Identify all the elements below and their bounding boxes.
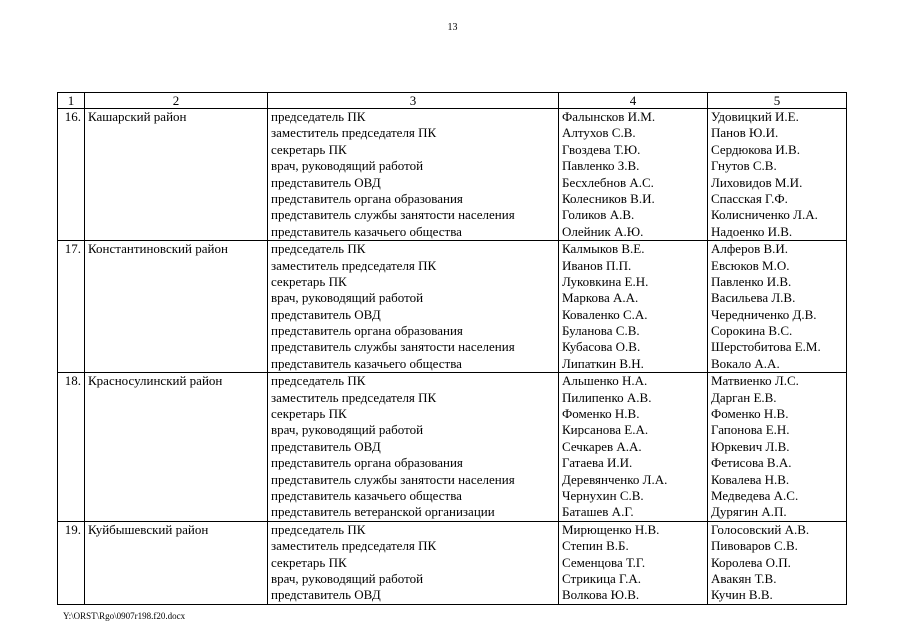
reserve-member-name: Медведева А.С. xyxy=(711,487,799,503)
reserve-member-name: Фоменко Н.В. xyxy=(711,406,789,422)
reserve-member-name: Королева О.П. xyxy=(711,554,791,570)
commission-role: представитель службы занятости населения xyxy=(271,207,515,223)
roles-cell xyxy=(268,521,559,604)
member-name: Сечкарев А.А. xyxy=(562,438,642,454)
member-name: Гатаева И.И. xyxy=(562,455,633,471)
member-name: Семенцова Т.Г. xyxy=(562,554,646,570)
district-row xyxy=(58,241,847,373)
row-number: 18. xyxy=(58,373,85,522)
reserve-member-name: Павленко И.В. xyxy=(711,273,792,289)
commission-role: председатель ПК xyxy=(271,241,366,257)
commission-role: заместитель председателя ПК xyxy=(271,538,437,554)
district-name: Константиновский район xyxy=(85,241,268,373)
reserve-member-name: Сердюкова И.В. xyxy=(711,141,800,157)
reserve-member-name: Матвиенко Л.С. xyxy=(711,373,799,389)
commission-role: заместитель председателя ПК xyxy=(271,125,437,141)
member-name: Чернухин С.В. xyxy=(562,487,644,503)
commission-role: представитель казачьего общества xyxy=(271,223,462,239)
document-file-path: Y:\ORST\Rgo\0907r198.f20.docx xyxy=(63,611,186,621)
reserve-member-name: Сорокина В.С. xyxy=(711,323,793,339)
member-name: Кирсанова Е.А. xyxy=(562,422,649,438)
member-name: Баташев А.Г. xyxy=(562,504,634,520)
commission-role: представитель казачьего общества xyxy=(271,355,462,371)
roles-cell xyxy=(268,373,559,522)
members-cell xyxy=(559,241,708,373)
member-name: Альшенко Н.А. xyxy=(562,373,648,389)
commission-roster-table xyxy=(57,92,847,605)
column-header: 4 xyxy=(559,93,708,109)
reserve-member-name: Гапонова Е.Н. xyxy=(711,422,790,438)
commission-role: представитель службы занятости населения xyxy=(271,339,515,355)
column-header: 5 xyxy=(708,93,847,109)
roles-cell xyxy=(268,109,559,241)
reserve-member-name: Шерстобитова Е.М. xyxy=(711,339,821,355)
commission-role: заместитель председателя ПК xyxy=(271,389,437,405)
member-name: Голиков А.В. xyxy=(562,207,635,223)
member-name: Павленко З.В. xyxy=(562,158,640,174)
commission-role: секретарь ПК xyxy=(271,406,347,422)
member-name: Бесхлебнов А.С. xyxy=(562,174,654,190)
commission-role: секретарь ПК xyxy=(271,273,347,289)
roles-cell xyxy=(268,241,559,373)
commission-role: врач, руководящий работой xyxy=(271,290,424,306)
reserve-member-name: Колисниченко Л.А. xyxy=(711,207,818,223)
column-header: 2 xyxy=(85,93,268,109)
members-cell xyxy=(559,521,708,604)
member-name: Алтухов С.В. xyxy=(562,125,636,141)
member-name: Коваленко С.А. xyxy=(562,306,648,322)
reserve-member-name: Дурягин А.П. xyxy=(711,504,787,520)
member-name: Липаткин В.Н. xyxy=(562,355,644,371)
member-name: Гвоздева Т.Ю. xyxy=(562,141,641,157)
member-name: Мирющенко Н.В. xyxy=(562,521,660,537)
commission-role: представитель ОВД xyxy=(271,174,381,190)
reserve-member-name: Спасская Г.Ф. xyxy=(711,190,788,206)
column-number-row xyxy=(58,93,847,109)
page-number: 13 xyxy=(447,22,458,33)
member-name: Колесников В.И. xyxy=(562,190,655,206)
members-cell xyxy=(559,109,708,241)
member-name: Фоменко Н.В. xyxy=(562,406,640,422)
commission-role: представитель органа образования xyxy=(271,323,463,339)
reserve-member-name: Голосовский А.В. xyxy=(711,521,810,537)
member-name: Фалынсков И.М. xyxy=(562,109,656,124)
commission-role: секретарь ПК xyxy=(271,141,347,157)
member-name: Деревянченко Л.А. xyxy=(562,471,668,487)
reserve-member-name: Чередниченко Д.В. xyxy=(711,306,817,322)
district-row xyxy=(58,109,847,241)
reserve-member-name: Надоенко И.В. xyxy=(711,223,793,239)
reserve-member-name: Удовицкий И.Е. xyxy=(711,109,799,124)
member-name: Маркова А.А. xyxy=(562,290,639,306)
reserve-member-name: Дарган Е.В. xyxy=(711,389,777,405)
commission-role: представитель органа образования xyxy=(271,190,463,206)
row-number: 16. xyxy=(58,109,85,241)
member-name: Иванов П.П. xyxy=(562,257,632,273)
reserve-member-name: Панов Ю.И. xyxy=(711,125,779,141)
district-name: Кашарский район xyxy=(85,109,268,241)
members-cell xyxy=(559,373,708,522)
commission-role: представитель ОВД xyxy=(271,306,381,322)
reserve-member-name: Юркевич Л.В. xyxy=(711,438,790,454)
commission-role: представитель службы занятости населения xyxy=(271,471,515,487)
row-number: 19. xyxy=(58,521,85,604)
district-name: Куйбышевский район xyxy=(85,521,268,604)
reserve-member-name: Фетисова В.А. xyxy=(711,455,792,471)
district-row xyxy=(58,373,847,522)
commission-role: врач, руководящий работой xyxy=(271,422,424,438)
member-name: Калмыков В.Е. xyxy=(562,241,645,257)
reserves-cell xyxy=(708,373,847,522)
commission-role: председатель ПК xyxy=(271,109,366,124)
reserve-member-name: Пивоваров С.В. xyxy=(711,538,798,554)
commission-role: представитель ОВД xyxy=(271,587,381,603)
commission-role: представитель казачьего общества xyxy=(271,487,462,503)
reserve-member-name: Алферов В.И. xyxy=(711,241,789,257)
member-name: Волкова Ю.В. xyxy=(562,587,640,603)
column-header: 3 xyxy=(268,93,559,109)
member-name: Пилипенко А.В. xyxy=(562,389,652,405)
reserve-member-name: Евсюков М.О. xyxy=(711,257,790,273)
commission-role: представитель ветеранской организации xyxy=(271,504,495,520)
reserve-member-name: Вокало А.А. xyxy=(711,355,780,371)
reserve-member-name: Кучин В.В. xyxy=(711,587,773,603)
member-name: Буланова С.В. xyxy=(562,323,640,339)
reserves-cell xyxy=(708,241,847,373)
member-name: Кубасова О.В. xyxy=(562,339,641,355)
district-row xyxy=(58,521,847,604)
reserve-member-name: Гнутов С.В. xyxy=(711,158,777,174)
member-name: Олейник А.Ю. xyxy=(562,223,644,239)
reserve-member-name: Васильева Л.В. xyxy=(711,290,796,306)
column-header: 1 xyxy=(58,93,85,109)
member-name: Стрикица Г.А. xyxy=(562,570,641,586)
commission-role: секретарь ПК xyxy=(271,554,347,570)
row-number: 17. xyxy=(58,241,85,373)
reserve-member-name: Ковалева Н.В. xyxy=(711,471,790,487)
commission-role: заместитель председателя ПК xyxy=(271,257,437,273)
reserves-cell xyxy=(708,521,847,604)
reserves-cell xyxy=(708,109,847,241)
reserve-member-name: Авакян Т.В. xyxy=(711,570,777,586)
commission-role: врач, руководящий работой xyxy=(271,570,424,586)
member-name: Степин В.Б. xyxy=(562,538,629,554)
member-name: Луковкина Е.Н. xyxy=(562,273,649,289)
commission-role: врач, руководящий работой xyxy=(271,158,424,174)
commission-role: представитель органа образования xyxy=(271,455,463,471)
commission-role: представитель ОВД xyxy=(271,438,381,454)
reserve-member-name: Лиховидов М.И. xyxy=(711,174,803,190)
commission-role: председатель ПК xyxy=(271,521,366,537)
district-name: Красносулинский район xyxy=(85,373,268,522)
commission-role: председатель ПК xyxy=(271,373,366,389)
